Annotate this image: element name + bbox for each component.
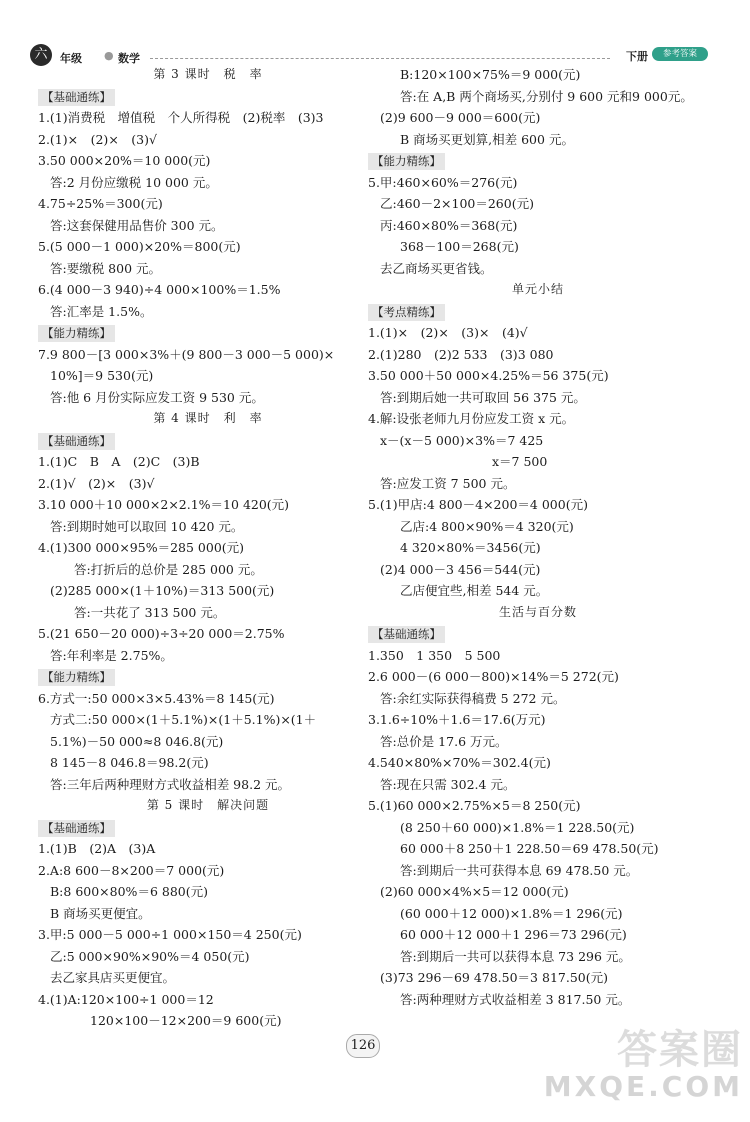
section-label: 【基础通练】 xyxy=(38,820,115,837)
answer-line: 60 000＋8 250＋1 228.50＝69 478.50(元) xyxy=(400,841,659,856)
answer-line: (2)60 000×4%×5＝12 000(元) xyxy=(380,884,569,899)
answer-line: 5.1%)－50 000≈8 046.8(元) xyxy=(50,733,224,749)
lesson-title: 生活与百分数 xyxy=(498,604,577,619)
answer-line: 60 000＋12 000＋1 296＝73 296(元) xyxy=(400,927,627,942)
section-row xyxy=(368,301,708,323)
answer-line: 丙:460×80%＝368(元) xyxy=(380,217,518,233)
header-separator-dot: ● xyxy=(104,49,114,62)
section-row xyxy=(38,322,378,344)
answer-line: 6.方式一:50 000×3×5.43%＝8 145(元) xyxy=(38,690,275,706)
section-label: 【基础通练】 xyxy=(38,89,115,106)
answer-line: 5.(1)甲店:4 800－4×200＝4 000(元) xyxy=(368,497,588,512)
section-label: 【考点精练】 xyxy=(368,304,445,321)
answer-line: 1.(1)C B A (2)C (3)B xyxy=(38,454,200,469)
answer-line: 答:现在只需 302.4 元。 xyxy=(380,776,516,792)
answer-line: 5.(1)60 000×2.75%×5＝8 250(元) xyxy=(368,798,581,813)
answer-line: 乙:5 000×90%×90%＝4 050(元) xyxy=(50,948,250,964)
answer-line: (60 000＋12 000)×1.8%＝1 296(元) xyxy=(400,905,623,921)
answer-line: 3.1.6÷10%＋1.6＝17.6(万元) xyxy=(368,712,546,727)
answer-line: x－(x－5 000)×3%＝7 425 xyxy=(380,432,544,448)
header-answer-tag: 参考答案 xyxy=(652,47,708,61)
answer-line: 乙:460－2×100＝260(元) xyxy=(380,196,534,211)
answer-line: 5.(21 650－20 000)÷3÷20 000＝2.75% xyxy=(38,626,285,641)
section-row xyxy=(38,86,378,108)
answer-line: 3.10 000＋10 000×2×2.1%＝10 420(元) xyxy=(38,497,290,512)
answer-line: 答:应发工资 7 500 元。 xyxy=(380,475,516,491)
section-row xyxy=(38,666,378,688)
answer-line: 乙店:4 800×90%＝4 320(元) xyxy=(400,518,574,534)
answer-line: 10%]＝9 530(元) xyxy=(50,368,154,383)
header-dashed-divider xyxy=(150,58,610,59)
answer-line: 368－100＝268(元) xyxy=(400,239,519,254)
answer-line: 7.9 800－[3 000×3%＋(9 800－3 000－5 000)× xyxy=(38,346,335,362)
answer-line: 8 145－8 046.8＝98.2(元) xyxy=(50,755,209,770)
answer-line: 答:余红实际获得稿费 5 272 元。 xyxy=(380,690,566,706)
answer-line: 答:打折后的总价是 285 000 元。 xyxy=(74,561,263,577)
answer-line: 答:年利率是 2.75%。 xyxy=(50,647,173,663)
answer-line: 答:汇率是 1.5%。 xyxy=(50,303,153,319)
answer-line: 方式二:50 000×(1＋5.1%)×(1＋5.1%)×(1＋ xyxy=(50,712,317,727)
answer-line: 去乙商场买更省钱。 xyxy=(380,260,493,276)
answer-line: 答:这套保健用品售价 300 元。 xyxy=(50,217,224,233)
answer-line: 答:到期后她一共可取回 56 375 元。 xyxy=(380,389,586,405)
lesson-title: 第 3 课时 税 率 xyxy=(153,67,263,81)
answer-line: (2)4 000－3 456＝544(元) xyxy=(380,561,541,577)
section-label: 【基础通练】 xyxy=(368,626,445,643)
answer-line: 答:总价是 17.6 万元。 xyxy=(380,733,508,749)
answer-line: 去乙家具店买更便宜。 xyxy=(50,970,176,985)
answer-line: 答:三年后两种理财方式收益相差 98.2 元。 xyxy=(50,776,290,792)
answer-line: 答:到期时她可以取回 10 420 元。 xyxy=(50,518,244,534)
lesson-title: 第 5 课时 解决问题 xyxy=(146,798,270,812)
answer-line: 4 320×80%＝3456(元) xyxy=(400,540,541,555)
answer-line: 2.6 000－(6 000－800)×14%＝5 272(元) xyxy=(368,669,619,684)
answer-line: 120×100－12×200＝9 600(元) xyxy=(90,1013,282,1028)
answer-line: 5.(5 000－1 000)×20%＝800(元) xyxy=(38,239,241,254)
answer-line: 答:两种理财方式收益相差 3 817.50 元。 xyxy=(400,991,631,1007)
answer-line: (2)285 000×(1＋10%)＝313 500(元) xyxy=(50,583,275,598)
answer-line: 1.(1)B (2)A (3)A xyxy=(38,841,156,856)
watermark-domain: MXQE.COM xyxy=(543,1070,743,1103)
answer-line: 乙店便宜些,相差 544 元。 xyxy=(400,583,549,598)
answer-line: 6.(4 000－3 940)÷4 000×100%＝1.5% xyxy=(38,282,281,297)
answer-line: 1.(1)× (2)× (3)× (4)√ xyxy=(368,325,528,340)
grade-badge: 六 xyxy=(30,44,52,66)
answer-line: 2.(1)× (2)× (3)√ xyxy=(38,131,157,147)
section-label: 【能力精练】 xyxy=(368,153,445,170)
header-volume-label: 下册 xyxy=(626,50,648,63)
lesson-title: 单元小结 xyxy=(511,282,564,296)
answer-line: 4.75÷25%＝300(元) xyxy=(38,196,163,211)
page-number: 126 xyxy=(346,1034,380,1058)
answer-line: 2.A:8 600－8×200＝7 000(元) xyxy=(38,862,225,878)
section-row xyxy=(38,430,378,452)
answer-line: 答:他 6 月份实际应发工资 9 530 元。 xyxy=(50,389,264,405)
answer-line: (3)73 296－69 478.50＝3 817.50(元) xyxy=(380,970,608,985)
answer-line: B:8 600×80%＝6 880(元) xyxy=(50,884,208,899)
right-answer-column xyxy=(368,64,708,1010)
answer-line: 3.50 000×20%＝10 000(元) xyxy=(38,153,211,168)
answer-line: 3.甲:5 000－5 000÷1 000×150＝4 250(元) xyxy=(38,927,302,942)
answer-line: (8 250＋60 000)×1.8%＝1 228.50(元) xyxy=(400,819,635,835)
section-label: 【能力精练】 xyxy=(38,669,115,686)
answer-line: 答:一共花了 313 500 元。 xyxy=(74,604,226,620)
answer-line: (2)9 600－9 000＝600(元) xyxy=(380,110,541,125)
answer-line: 答:到期后一共可获得本息 69 478.50 元。 xyxy=(400,862,639,878)
answer-line: x＝7 500 xyxy=(492,454,548,469)
lesson-title: 第 4 课时 利 率 xyxy=(153,411,263,425)
answer-line: 2.(1)280 (2)2 533 (3)3 080 xyxy=(368,346,554,362)
section-label: 【基础通练】 xyxy=(38,433,115,450)
section-label: 【能力精练】 xyxy=(38,325,115,342)
answer-line: 答:到期后一共可以获得本息 73 296 元。 xyxy=(400,948,631,964)
answer-line: 4.(1)300 000×95%＝285 000(元) xyxy=(38,540,245,555)
answer-line: 2.(1)√ (2)× (3)√ xyxy=(38,475,155,491)
answer-line: 5.甲:460×60%＝276(元) xyxy=(368,174,518,190)
answer-line: B 商场买更便宜。 xyxy=(50,905,151,921)
watermark-title: 答案圈 xyxy=(617,1027,743,1073)
answer-line: 4.(1)A:120×100÷1 000＝12 xyxy=(38,991,214,1007)
answer-line: 3.50 000＋50 000×4.25%＝56 375(元) xyxy=(368,368,609,383)
answer-line: B:120×100×75%＝9 000(元) xyxy=(400,67,581,82)
watermark-logo xyxy=(543,1018,743,1108)
answer-line: 4.解:设张老师九月份应发工资 x 元。 xyxy=(368,411,575,426)
section-row xyxy=(38,817,378,839)
answer-line: 4.540×80%×70%＝302.4(元) xyxy=(368,755,551,770)
section-row xyxy=(368,150,708,172)
answer-line: 答:2 月份应缴税 10 000 元。 xyxy=(50,174,218,190)
answer-line: B 商场买更划算,相差 600 元。 xyxy=(400,131,574,147)
header-subject-label: 数学 xyxy=(118,52,140,65)
answer-line: 答:要缴税 800 元。 xyxy=(50,260,162,276)
answer-line: 1.(1)消费税 增值税 个人所得税 (2)税率 (3)3 xyxy=(38,110,324,125)
answer-line: 答:在 A,B 两个商场买,分别付 9 600 元和9 000元。 xyxy=(400,88,693,104)
section-row xyxy=(368,623,708,645)
header-grade-label: 年级 xyxy=(60,52,82,65)
left-answer-column xyxy=(38,64,378,1032)
answer-line: 1.350 1 350 5 500 xyxy=(368,647,501,663)
